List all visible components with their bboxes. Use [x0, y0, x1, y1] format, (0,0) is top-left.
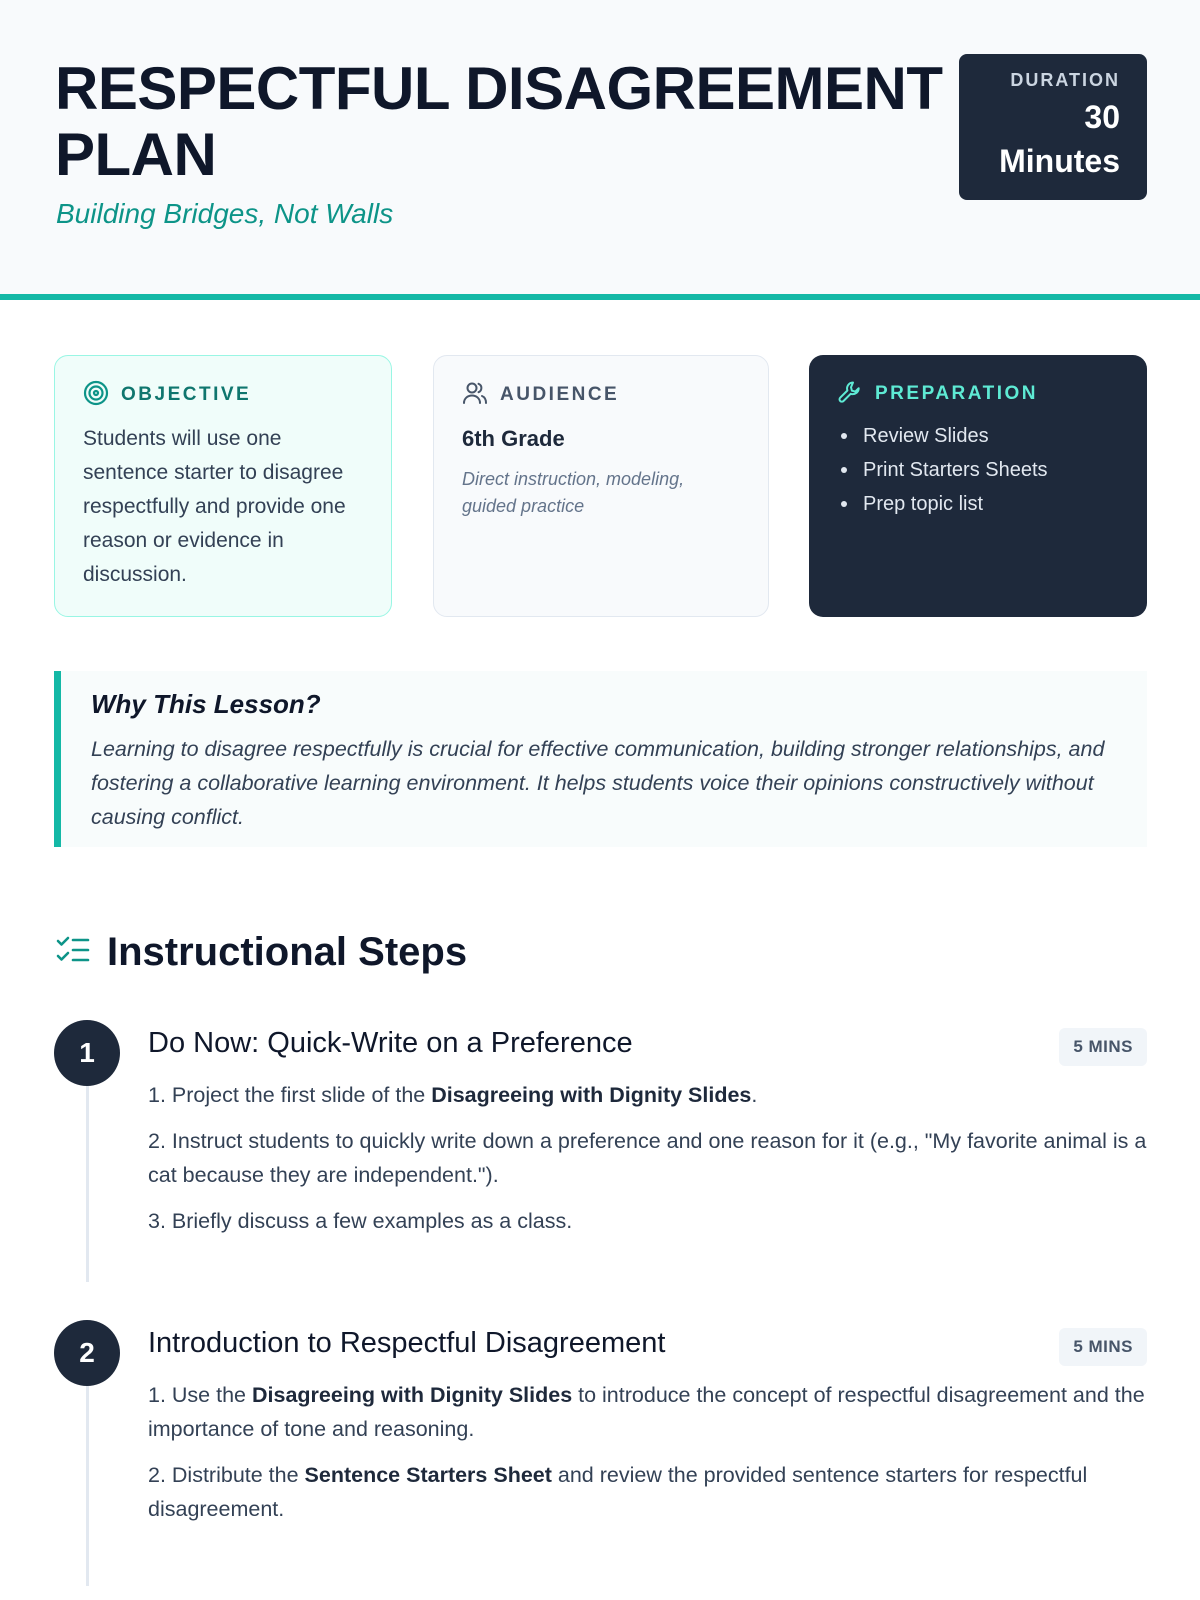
duration-label: DURATION: [1010, 70, 1120, 90]
page-title: RESPECTFUL DISAGREEMENT PLAN: [55, 55, 943, 188]
preparation-title: PREPARATION: [875, 383, 1038, 404]
duration-badge: [959, 54, 1147, 200]
objective-card: [54, 355, 392, 617]
section-title: Instructional Steps: [107, 930, 468, 974]
checklist-icon: [55, 932, 91, 973]
target-icon: [83, 380, 109, 411]
step-line: 2. Instruct students to quickly write down a preference and one reason for it (e.g., "My favorite animal is a cat because they are independent.").: [148, 1129, 1147, 1187]
step-line: 2. Distribute the Sentence Starters Sheet and review the provided sentence starters for respectful disagreement.: [148, 1463, 1088, 1521]
header: [0, 0, 1200, 300]
preparation-item: Prep topic list: [837, 487, 1119, 521]
users-icon: [462, 380, 488, 411]
step-line: 1. Use the Disagreeing with Dignity Slides to introduce the concept of respectful disagreement and the importance of tone and reasoning.: [148, 1383, 1145, 1441]
why-text: Learning to disagree respectfully is crucial for effective communication, building stronger relationships, and fostering a collaborative learning environment. It helps students voice their opinions constructively without causing conflict.: [91, 737, 1105, 829]
audience-header: [462, 382, 740, 408]
step-timeline-line: [86, 1386, 89, 1586]
preparation-list: [837, 419, 1119, 521]
step-number: 1: [54, 1020, 120, 1086]
step-1: [54, 1020, 1147, 1280]
objective-header: [83, 382, 363, 408]
step-title: Do Now: Quick-Write on a Preference: [148, 1027, 633, 1059]
page-subtitle: Building Bridges, Not Walls: [56, 198, 394, 229]
duration-unit: Minutes: [999, 143, 1120, 179]
step-body: [148, 1378, 1148, 1538]
preparation-header: [837, 381, 1119, 407]
instructional-steps-heading: [55, 930, 467, 975]
step-number: 2: [54, 1320, 120, 1386]
audience-card: [433, 355, 769, 617]
audience-description: Direct instruction, modeling, guided practice: [462, 469, 685, 516]
duration-number: 30: [1084, 99, 1120, 135]
objective-text: Students will use one sentence starter to disagree respectfully and provide one reason or evidence in discussion.: [83, 427, 346, 586]
step-timeline-line: [86, 1086, 89, 1282]
preparation-card: [809, 355, 1147, 617]
objective-title: OBJECTIVE: [121, 384, 252, 405]
step-title: Introduction to Respectful Disagreement: [148, 1327, 666, 1359]
step-body: [148, 1078, 1148, 1250]
why-heading: Why This Lesson?: [91, 689, 321, 719]
audience-title: AUDIENCE: [500, 384, 620, 405]
step-duration-badge: 5 MINS: [1059, 1328, 1147, 1366]
why-this-lesson-callout: [54, 671, 1147, 847]
step-line: 3. Briefly discuss a few examples as a class.: [148, 1209, 573, 1233]
preparation-item: Review Slides: [837, 419, 1119, 453]
audience-grade: 6th Grade: [462, 426, 565, 451]
preparation-item: Print Starters Sheets: [837, 453, 1119, 487]
step-line: 1. Project the first slide of the Disagreeing with Dignity Slides.: [148, 1083, 758, 1107]
wrench-icon: [837, 379, 863, 410]
step-2: [54, 1320, 1147, 1580]
step-duration-badge: 5 MINS: [1059, 1028, 1147, 1066]
